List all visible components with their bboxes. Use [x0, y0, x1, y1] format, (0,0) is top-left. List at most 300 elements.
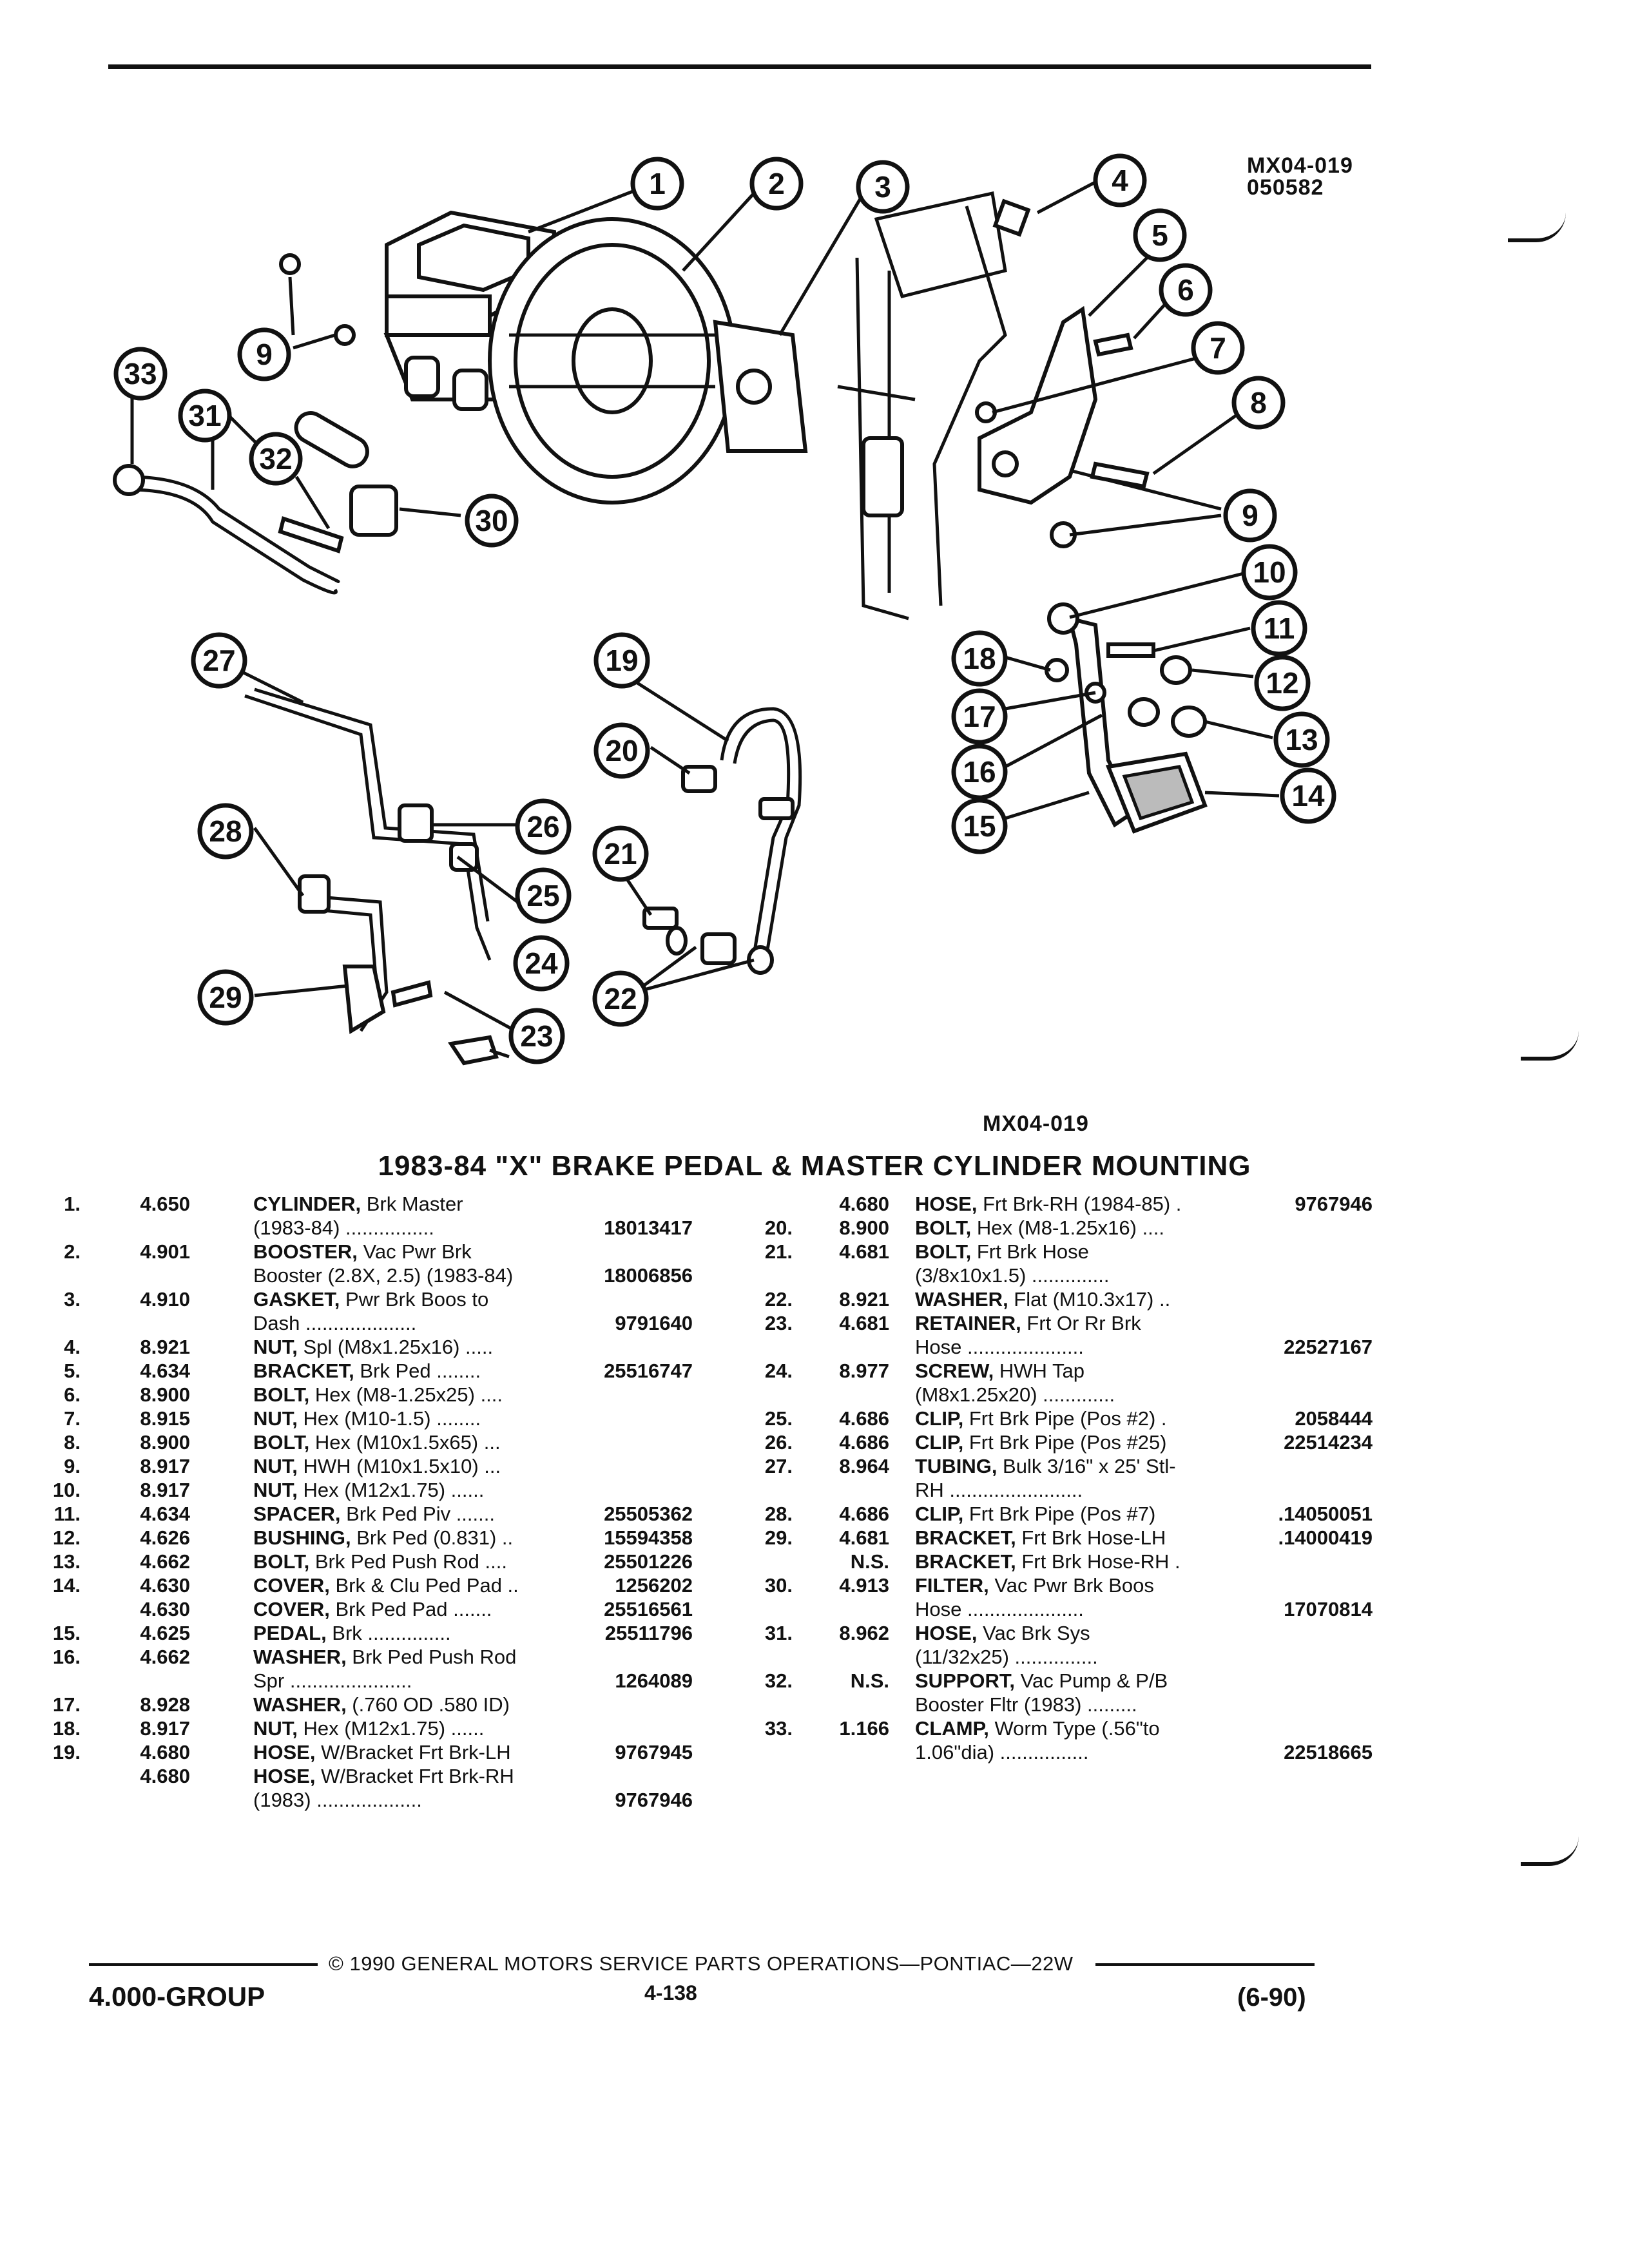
item-number: 9. [64, 1455, 81, 1477]
parts-row [722, 1502, 1373, 1526]
group-code: 4.634 [140, 1503, 190, 1525]
part-detail: Hex (M10x1.5x65) ... [309, 1431, 501, 1454]
part-name: COVER, [253, 1574, 330, 1597]
parts-row [48, 1407, 693, 1430]
group-code: 4.681 [839, 1526, 889, 1549]
callout-33 [116, 349, 165, 398]
item-number: 4. [64, 1336, 81, 1358]
svg-text:13: 13 [1285, 723, 1318, 756]
parts-row [48, 1693, 693, 1716]
parts-row [48, 1478, 693, 1502]
part-detail: Hose ..................... [915, 1598, 1084, 1620]
part-detail: Hex (M8-1.25x25) .... [309, 1383, 503, 1406]
group-code: 4.686 [839, 1407, 889, 1430]
svg-text:32: 32 [259, 442, 293, 476]
part-description [915, 1216, 1164, 1240]
parts-row [48, 1716, 693, 1740]
callout-7 [1193, 323, 1242, 372]
part-name: NUT, [253, 1455, 298, 1477]
part-number: 25516561 [604, 1598, 693, 1620]
callout-6 [1161, 265, 1210, 314]
parts-list-right [722, 1192, 1373, 1764]
part-description [915, 1693, 1137, 1716]
parts-row [48, 1502, 693, 1526]
part-description [915, 1264, 1110, 1287]
page-number: 4-138 [644, 1981, 697, 2004]
parts-row [48, 1430, 693, 1454]
part-description [915, 1669, 1168, 1693]
part-description [253, 1669, 412, 1693]
footer-rule-right [1095, 1963, 1315, 1966]
part-name: CLAMP, [915, 1717, 989, 1740]
part-detail: Frt Brk Pipe (Pos #25) [963, 1431, 1167, 1454]
callout-20 [596, 725, 648, 776]
part-name: NUT, [253, 1717, 298, 1740]
svg-text:28: 28 [209, 814, 242, 848]
svg-text:11: 11 [1263, 611, 1295, 645]
part-name: SUPPORT, [915, 1669, 1016, 1692]
svg-text:6: 6 [1177, 273, 1194, 307]
part-detail: (.760 OD .580 ID) [346, 1693, 510, 1716]
part-detail: Booster (2.8X, 2.5) (1983-84) [253, 1264, 514, 1287]
part-name: CYLINDER, [253, 1193, 361, 1215]
parts-row [722, 1359, 1373, 1383]
group-code: 8.921 [140, 1336, 190, 1358]
part-name: BOLT, [915, 1240, 972, 1263]
parts-row [722, 1216, 1373, 1240]
svg-text:22: 22 [604, 982, 637, 1015]
parts-row [722, 1621, 1373, 1645]
part-name: BRACKET, [253, 1360, 354, 1382]
svg-text:25: 25 [526, 879, 560, 912]
parts-row [722, 1192, 1373, 1216]
callout-9-right [1226, 491, 1275, 540]
svg-text:33: 33 [124, 357, 157, 390]
svg-text:15: 15 [963, 809, 996, 843]
group-code: 4.913 [839, 1574, 889, 1597]
part-description [915, 1192, 1181, 1216]
part-detail: Frt Brk Hose [971, 1240, 1089, 1263]
item-number: 5. [64, 1360, 81, 1382]
part-description [253, 1621, 451, 1645]
group-code: 8.921 [839, 1288, 889, 1311]
parts-row [722, 1526, 1373, 1550]
group-code: 4.910 [140, 1288, 190, 1311]
group-code: 8.917 [140, 1717, 190, 1740]
part-detail: Frt Brk Pipe (Pos #2) . [963, 1407, 1167, 1430]
parts-row [48, 1645, 693, 1669]
group-code: 4.630 [140, 1574, 190, 1597]
parts-row [48, 1621, 693, 1645]
part-description [253, 1407, 481, 1430]
svg-text:7: 7 [1210, 331, 1226, 365]
exploded-parts-diagram [0, 0, 1629, 1108]
group-code: 8.900 [140, 1431, 190, 1454]
part-number: 22514234 [1284, 1431, 1373, 1454]
callout-16 [954, 746, 1005, 798]
parts-row [48, 1550, 693, 1573]
part-number: .14050051 [1278, 1503, 1373, 1525]
item-number: 32. [764, 1669, 793, 1692]
svg-text:30: 30 [475, 504, 508, 537]
parts-row [722, 1383, 1373, 1407]
svg-text:10: 10 [1253, 555, 1286, 589]
group-code: 8.928 [140, 1693, 190, 1716]
part-description [915, 1454, 1176, 1478]
part-description [915, 1287, 1170, 1311]
drawing-code-bottom: MX04-019 [983, 1111, 1089, 1136]
parts-row [48, 1335, 693, 1359]
callout-17 [954, 691, 1005, 742]
part-description [253, 1311, 416, 1335]
part-number: 18013417 [604, 1216, 693, 1239]
item-number: 3. [64, 1288, 81, 1311]
part-detail: Frt Or Rr Brk [1021, 1312, 1141, 1334]
parts-row [48, 1192, 693, 1216]
part-detail: Hex (M8-1.25x16) .... [971, 1216, 1165, 1239]
part-detail: HWH (M10x1.5x10) ... [297, 1455, 501, 1477]
copyright-line: © 1990 GENERAL MOTORS SERVICE PARTS OPERATIONS—PONTIAC—22W [329, 1952, 1074, 1975]
part-detail: Brk Ped Push Rod .... [309, 1550, 507, 1573]
part-number: 9767945 [615, 1741, 693, 1763]
parts-row [722, 1645, 1373, 1669]
part-description [253, 1573, 519, 1597]
group-code: N.S. [850, 1550, 889, 1573]
parts-row [48, 1740, 693, 1764]
part-description [915, 1550, 1181, 1573]
item-number: 14. [52, 1574, 81, 1597]
part-description [915, 1311, 1141, 1335]
part-name: WASHER, [253, 1646, 347, 1668]
group-code: 4.662 [140, 1646, 190, 1668]
callout-13 [1276, 714, 1327, 765]
svg-text:9: 9 [256, 338, 273, 371]
item-number: 23. [764, 1312, 793, 1334]
part-description [253, 1359, 481, 1383]
item-number: 2. [64, 1240, 81, 1263]
brake-hose-drawing [644, 709, 800, 973]
parts-row [48, 1359, 693, 1383]
part-detail: (M8x1.25x20) ............. [915, 1383, 1115, 1406]
part-number: 25516747 [604, 1360, 693, 1382]
part-detail: Frt Brk-RH (1984-85) . [977, 1193, 1182, 1215]
parts-row [48, 1264, 693, 1287]
footer-rule-left [89, 1963, 318, 1966]
part-name: WASHER, [915, 1288, 1008, 1311]
part-description [915, 1407, 1167, 1430]
part-description [915, 1383, 1115, 1407]
part-detail: Hose ..................... [915, 1336, 1084, 1358]
part-description [253, 1264, 513, 1287]
callout-14 [1282, 770, 1334, 822]
parts-row [48, 1240, 693, 1264]
part-name: HOSE, [915, 1193, 978, 1215]
part-number: 18006856 [604, 1264, 693, 1287]
callout-1 [633, 159, 682, 208]
part-name: NUT, [253, 1407, 298, 1430]
item-number: 1. [64, 1193, 81, 1215]
part-name: CLIP, [915, 1503, 964, 1525]
svg-text:19: 19 [605, 644, 639, 677]
part-number: 25501226 [604, 1550, 693, 1573]
item-number: 21. [764, 1240, 793, 1263]
item-number: 31. [764, 1622, 793, 1644]
drawing-code: MX04-019 [1247, 153, 1353, 178]
svg-text:27: 27 [202, 644, 236, 677]
part-description [253, 1526, 513, 1550]
svg-text:5: 5 [1152, 218, 1168, 252]
part-description [253, 1764, 514, 1788]
booster-drawing [490, 219, 735, 503]
svg-text:3: 3 [874, 170, 891, 204]
part-name: BOLT, [253, 1550, 310, 1573]
callout-31 [180, 391, 229, 440]
svg-text:17: 17 [963, 700, 996, 733]
part-detail: Vac Pump & P/B [1015, 1669, 1168, 1692]
parts-row [48, 1764, 693, 1788]
group-code: 8.977 [839, 1360, 889, 1382]
item-number: 25. [764, 1407, 793, 1430]
svg-text:14: 14 [1291, 779, 1325, 812]
part-detail: Brk Ped Push Rod [346, 1646, 517, 1668]
callout-3 [858, 162, 907, 211]
part-detail: Pwr Brk Boos to [340, 1288, 489, 1311]
callout-10 [1244, 546, 1295, 598]
part-name: BOOSTER, [253, 1240, 358, 1263]
part-description [253, 1693, 510, 1716]
part-detail: Frt Brk Hose-RH . [1016, 1550, 1181, 1573]
part-name: BUSHING, [253, 1526, 351, 1549]
part-description [253, 1287, 488, 1311]
part-number: 25505362 [604, 1503, 693, 1525]
part-number: 17070814 [1284, 1598, 1373, 1620]
part-detail: Brk Ped (0.831) .. [351, 1526, 514, 1549]
svg-text:31: 31 [188, 399, 222, 432]
callout-24 [516, 937, 567, 989]
svg-text:18: 18 [963, 642, 996, 675]
part-description [253, 1383, 503, 1407]
item-number: 7. [64, 1407, 81, 1430]
group-code: 1.166 [839, 1717, 889, 1740]
group-code: 4.681 [839, 1240, 889, 1263]
part-number: 22527167 [1284, 1336, 1373, 1358]
vacuum-hose-drawing [115, 408, 396, 593]
part-detail: (1983-84) ................ [253, 1216, 434, 1239]
group-code: 4.662 [140, 1550, 190, 1573]
parts-row [48, 1311, 693, 1335]
part-name: FILTER, [915, 1574, 989, 1597]
part-name: WASHER, [253, 1693, 347, 1716]
callout-26 [517, 801, 569, 852]
part-description [915, 1573, 1154, 1597]
callout-12 [1257, 657, 1308, 709]
part-name: SPACER, [253, 1503, 341, 1525]
part-number: 9767946 [615, 1789, 693, 1811]
part-name: HOSE, [915, 1622, 978, 1644]
part-number: 9767946 [1295, 1193, 1373, 1215]
part-detail: Brk ............... [326, 1622, 451, 1644]
parts-row [722, 1716, 1373, 1740]
item-number: 12. [52, 1526, 81, 1549]
group-code: 8.917 [140, 1479, 190, 1501]
parts-row [722, 1287, 1373, 1311]
parts-row [722, 1454, 1373, 1478]
part-description [915, 1240, 1089, 1264]
part-description [253, 1550, 507, 1573]
part-number: 22518665 [1284, 1741, 1373, 1763]
parts-row [722, 1669, 1373, 1693]
part-name: BOLT, [253, 1383, 310, 1406]
callout-29 [200, 972, 251, 1023]
callout-32 [251, 434, 300, 483]
callout-21 [595, 828, 646, 879]
brake-pipe-drawing [245, 689, 496, 1063]
group-code: 4.626 [140, 1526, 190, 1549]
parts-row [48, 1788, 693, 1812]
item-number: 8. [64, 1431, 81, 1454]
item-number: 30. [764, 1574, 793, 1597]
svg-text:24: 24 [525, 947, 558, 980]
parts-row [48, 1573, 693, 1597]
part-detail: Brk & Clu Ped Pad .. [329, 1574, 519, 1597]
part-description [253, 1502, 495, 1526]
part-description [915, 1526, 1166, 1550]
item-number: 24. [764, 1360, 793, 1382]
part-detail: Spl (M8x1.25x16) ..... [297, 1336, 494, 1358]
item-number: 26. [764, 1431, 793, 1454]
svg-text:8: 8 [1250, 386, 1267, 419]
part-detail: Hex (M12x1.75) ...... [297, 1479, 485, 1501]
callout-5 [1135, 211, 1184, 260]
callout-25 [517, 870, 569, 921]
item-number: 16. [52, 1646, 81, 1668]
svg-text:16: 16 [963, 755, 996, 789]
item-number: 29. [764, 1526, 793, 1549]
part-description [915, 1478, 1083, 1502]
part-detail: Vac Pwr Brk Boos [988, 1574, 1154, 1597]
part-number: 2058444 [1295, 1407, 1373, 1430]
part-detail: W/Bracket Frt Brk-LH [315, 1741, 511, 1763]
parts-row [48, 1216, 693, 1240]
svg-text:20: 20 [605, 734, 639, 767]
svg-text:26: 26 [526, 810, 560, 843]
svg-text:21: 21 [604, 837, 637, 870]
group-code: 4.680 [839, 1193, 889, 1215]
part-description [253, 1478, 484, 1502]
part-description [915, 1716, 1160, 1740]
parts-row [48, 1287, 693, 1311]
part-description [253, 1597, 492, 1621]
binding-mark [1521, 1836, 1579, 1866]
item-number: 11. [53, 1503, 81, 1525]
part-detail: Brk Master [361, 1193, 463, 1215]
part-name: CLIP, [915, 1407, 964, 1430]
page-title: 1983-84 "X" BRAKE PEDAL & MASTER CYLINDER MOUNTING [378, 1150, 1251, 1182]
item-number: 20. [764, 1216, 793, 1239]
svg-text:12: 12 [1266, 666, 1299, 700]
callout-2 [752, 159, 801, 208]
parts-row [722, 1573, 1373, 1597]
part-detail: Frt Brk Pipe (Pos #7) [963, 1503, 1156, 1525]
parts-row [722, 1311, 1373, 1335]
group-code: 8.900 [839, 1216, 889, 1239]
parts-row [48, 1454, 693, 1478]
svg-text:4: 4 [1112, 164, 1128, 197]
drawing-date: 050582 [1247, 175, 1324, 200]
part-detail: Bulk 3/16" x 25' Stl- [997, 1455, 1176, 1477]
item-number: 28. [764, 1503, 793, 1525]
item-number: 33. [764, 1717, 793, 1740]
group-code: 4.650 [140, 1193, 190, 1215]
part-name: HOSE, [253, 1741, 316, 1763]
group-code: 4.630 [140, 1598, 190, 1620]
group-code: 4.680 [140, 1741, 190, 1763]
gasket-drawing [715, 322, 805, 451]
part-detail: Hex (M10-1.5) ........ [297, 1407, 481, 1430]
item-number: 19. [52, 1741, 81, 1763]
part-number: 9791640 [615, 1312, 693, 1334]
part-detail: Vac Pwr Brk [357, 1240, 472, 1263]
part-name: HOSE, [253, 1765, 316, 1787]
part-name: NUT, [253, 1336, 298, 1358]
part-description [253, 1454, 501, 1478]
part-detail: Brk Ped Pad ....... [329, 1598, 492, 1620]
item-number: 27. [764, 1455, 793, 1477]
part-name: CLIP, [915, 1431, 964, 1454]
part-number: 1256202 [615, 1574, 693, 1597]
part-description [253, 1430, 501, 1454]
group-code: N.S. [850, 1669, 889, 1692]
item-number: 10. [52, 1479, 81, 1501]
group-code: 4.901 [140, 1240, 190, 1263]
group-code: 8.917 [140, 1455, 190, 1477]
group-code: 8.962 [839, 1622, 889, 1644]
part-description [253, 1335, 493, 1359]
part-detail: Hex (M12x1.75) ...... [297, 1717, 485, 1740]
group-code: 4.634 [140, 1360, 190, 1382]
part-detail: RH ........................ [915, 1479, 1083, 1501]
part-detail: (3/8x10x1.5) .............. [915, 1264, 1110, 1287]
group-label: 4.000-GROUP [89, 1981, 265, 2012]
part-description [253, 1740, 511, 1764]
callout-22 [595, 973, 646, 1024]
parts-row [48, 1597, 693, 1621]
parts-row [722, 1430, 1373, 1454]
item-number: 6. [64, 1383, 81, 1406]
part-description [253, 1216, 434, 1240]
part-description [915, 1359, 1084, 1383]
group-code: 4.680 [140, 1765, 190, 1787]
svg-text:29: 29 [209, 981, 242, 1014]
parts-list-left [48, 1192, 693, 1812]
group-code: 8.900 [140, 1383, 190, 1406]
parts-row [722, 1264, 1373, 1287]
part-detail: Frt Brk Hose-LH [1016, 1526, 1166, 1549]
part-description [915, 1335, 1084, 1359]
part-detail: Dash .................... [253, 1312, 417, 1334]
group-code: 4.686 [839, 1431, 889, 1454]
part-description [915, 1502, 1155, 1526]
group-code: 4.625 [140, 1622, 190, 1644]
parts-row [48, 1383, 693, 1407]
part-detail: (11/32x25) ............... [915, 1646, 1098, 1668]
callout-30 [467, 496, 516, 545]
item-number: 18. [52, 1717, 81, 1740]
part-detail: Brk Ped Piv ....... [340, 1503, 495, 1525]
part-name: NUT, [253, 1479, 298, 1501]
part-description [915, 1430, 1167, 1454]
svg-text:9: 9 [1242, 499, 1258, 532]
